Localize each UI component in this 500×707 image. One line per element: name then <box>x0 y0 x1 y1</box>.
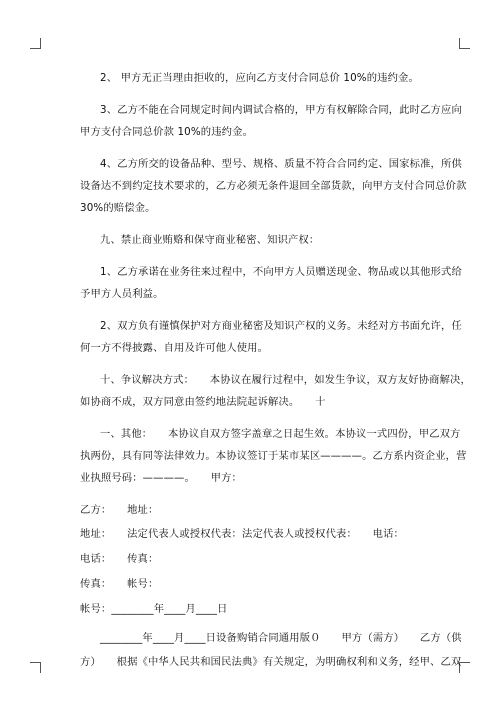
crop-mark-bottom-left <box>30 662 41 673</box>
text-line: 一、其他： 本协议自双方签字盖章之日起生效。本协议一式四份，甲乙双方 <box>100 428 461 440</box>
text-line: 4、乙方所交的设备品种、型号、规格、质量不符合合同约定、国家标准，所供 <box>100 158 462 170</box>
text-line: 十、争议解决方式： 本协议在履行过程中，如发生争议，双方友好协商解决， <box>100 374 471 386</box>
text-line: 方） 根据《中华人民共和国民法典》有关规定，为明确权利和义务，经甲、乙双 <box>80 656 462 668</box>
text-line: 30%的赔偿金。 <box>80 202 156 214</box>
form-line-fax: 传真： 帐号： <box>80 578 159 590</box>
text-line: 1、乙方承诺在业务往来过程中，不向甲方人员赠送现金、物品或以其他形式给 <box>100 266 462 278</box>
text-line: ________年____月____日设备购销合同通用版０ 甲方（需方） 乙方（供 <box>100 632 462 644</box>
form-line-address: 地址： 法定代表人或授权代表：法定代表人或授权代表： 电话： <box>80 528 404 540</box>
text-line: 2、双方负有谨慎保护对方商业秘密及知识产权的义务。未经对方书面允许，任 <box>100 320 462 332</box>
text-line: 如协商不成，双方同意由签约地法院起诉解决。 十 <box>80 396 326 408</box>
text-line: 执两份，具有同等法律效力。本协议签订于某市某区————。乙方系内资企业，营 <box>80 450 467 462</box>
section-heading: 九、禁止商业贿赂和保守商业秘密、知识产权： <box>100 234 320 246</box>
text-line: 3、乙方不能在合同规定时间内调试合格的，甲方有权解除合同，此时乙方应向 <box>100 104 462 116</box>
text-line: 设备达不到约定技术要求的，乙方必须无条件退回全部货款，向甲方支付合同总价款 <box>80 180 467 192</box>
form-line-party-b: 乙方： 地址： <box>80 504 159 516</box>
text-line: 业执照号码：————。 甲方： <box>80 472 242 484</box>
text-line: 何一方不得披露、自用及许可他人使用。 <box>80 342 269 354</box>
crop-mark-top-left <box>30 38 41 49</box>
crop-mark-top-right <box>459 38 470 49</box>
text-line: 甲方支付合同总价款 10%的违约金。 <box>80 126 254 138</box>
text-line: 予甲方人员利益。 <box>80 288 164 300</box>
form-line-phone: 电话： 传真： <box>80 553 159 565</box>
form-line-account: 帐号：________年____月____日 <box>80 603 228 615</box>
text-line: 2、 甲方无正当理由拒收的，应向乙方支付合同总价 10%的违约金。 <box>100 72 419 84</box>
